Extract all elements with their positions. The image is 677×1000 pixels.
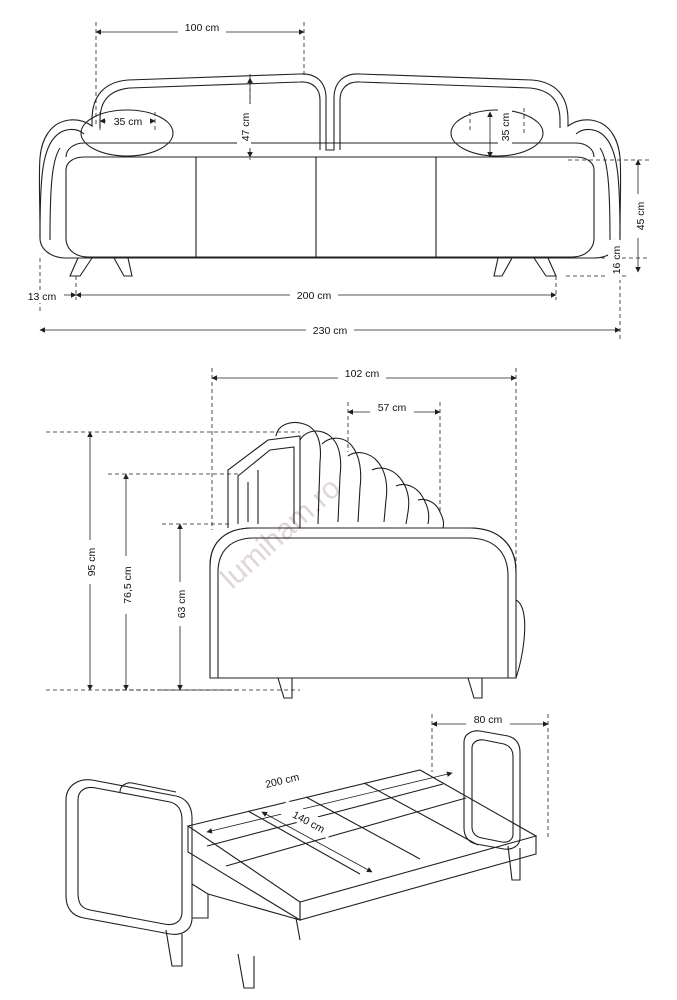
watermark-text: lumiham.ro [214, 471, 347, 596]
dim-bed-width: 140 cm [290, 808, 327, 836]
dim-inner-width: 200 cm [296, 290, 332, 302]
dim-total-width: 230 cm [312, 325, 348, 337]
dim-backrest-depth: 57 cm [377, 402, 407, 414]
dim-side-pillow-height: 35 cm [500, 112, 512, 142]
dim-bed-side-depth: 80 cm [473, 714, 503, 726]
dim-bed-length: 200 cm [264, 771, 301, 791]
dim-backrest-height: 47 cm [240, 112, 252, 142]
dim-total-depth: 102 cm [344, 368, 380, 380]
dim-backrest-top-height: 76,5 cm [122, 566, 134, 604]
dim-cushion-width: 100 cm [184, 22, 220, 34]
dim-seat-height-total: 45 cm [635, 201, 647, 231]
dim-total-height: 95 cm [86, 547, 98, 577]
dim-armrest-pillow-width: 35 cm [113, 116, 143, 128]
dim-leg-height: 16 cm [611, 245, 623, 275]
dim-seat-back-height: 63 cm [176, 589, 188, 619]
dim-leg-offset: 13 cm [27, 291, 57, 303]
